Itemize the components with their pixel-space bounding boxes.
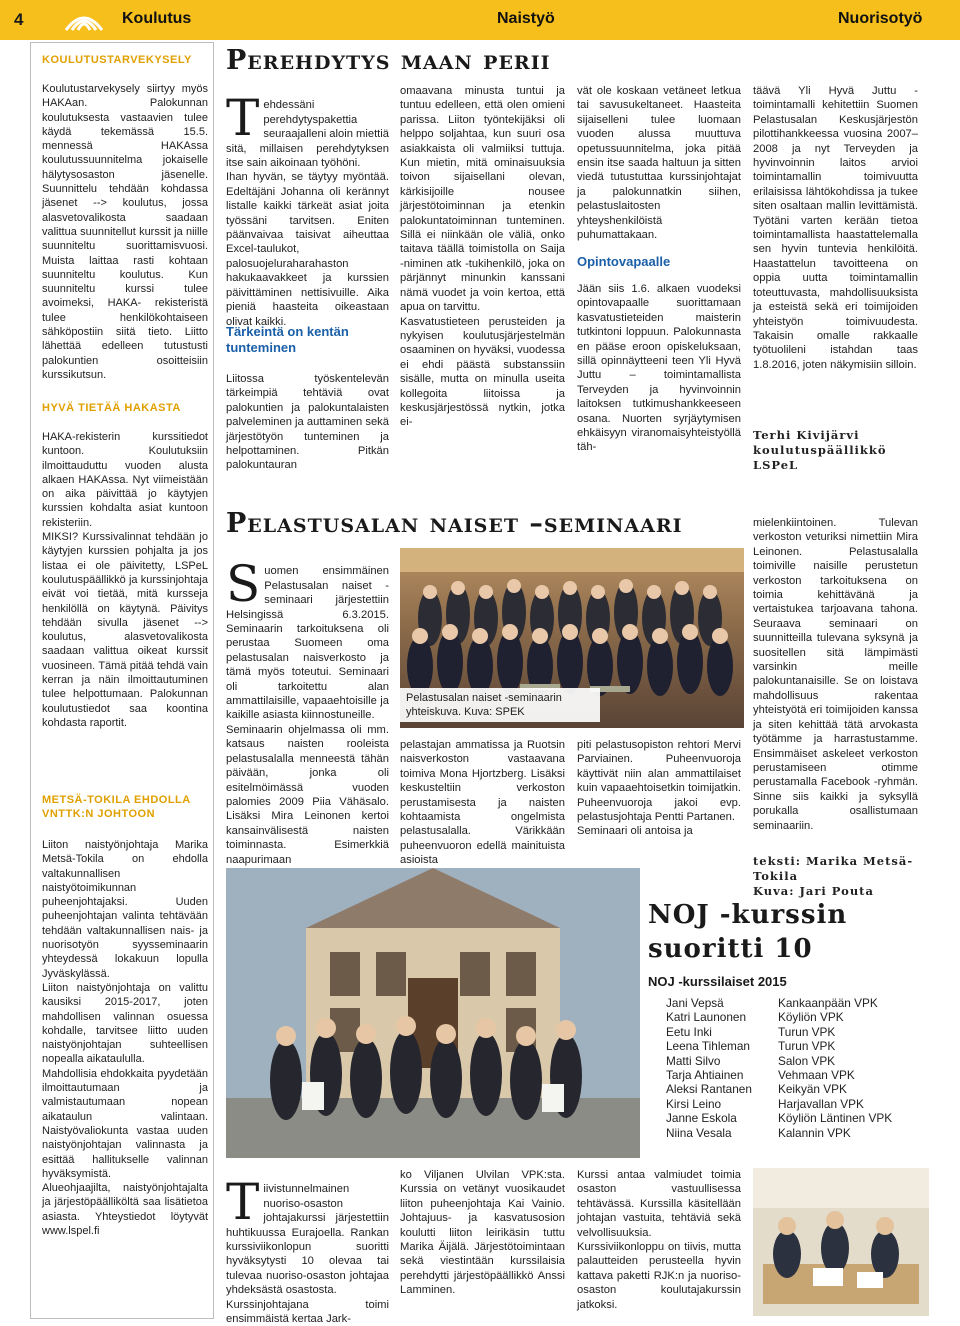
- article2-paragraph: uomen ensimmäinen Pelastusalan naiset -seminaari järjestettiin Helsingissä 6.3.2015. Seminaarin tarkoituksena oli perustaa Suomeen oma pelastusalan naisverkosto ja tämä myös toteutui. Seminaari oli tarkoitettu alan ammattilaisille, vapaaehtoisille ja kaikille asiasta kiinnostuneille. Seminaarin ohjelmassa oli mm. katsaus naisten rooleista pelastusalalla menneestä tähän päivään, jonka oli esitelmöimässä vuoden palomies 2009 Piia Vähäsalo. Lisäksi Mira Leinonen kertoi kansainvälisestä naisten toiminnasta. Esimerkkiä naapurimaan: [226, 565, 389, 866]
- noj-participant-name: Aleksi Rantanen: [666, 1082, 752, 1097]
- section-naistyo: Naistyö: [497, 10, 555, 27]
- article1-column-2: omaavana minusta tuntui ja tuntuu edelleen, että olen omieni parissa. Liiton työntekijäksi oli helppo soljahtaa, kun suuri osa asiakkaista oli valmiiksi tuttuja. Kun mietin, mitä ominaisuuksia toivon sijaisellani olevan, kärkisijoille nousee järjestötoiminnan ja etenkin palokuntatoiminnan tunteminen. Sillä ei niinkään ole väliä, onko taitava täällä toimistolla on Saija -niminen atk -tukihenkilö, joka on pärjännyt minunkin kanssani nämä vuodet ja voin kertoa, että apua on tarvittu. Kasvatustieteen perusteiden ja nykyisen koulutusjärjestelmän osaaminen on hyväksi, vuodessa ei ehdi päästä substanssiin sisälle, mutta on minulla useita kollegoita liitoissa ja keskusjärjestössä nytkin, jotka ei-: [400, 85, 565, 429]
- dropcap: T: [226, 1173, 260, 1232]
- noj-participant-name: Matti Silvo: [666, 1053, 721, 1068]
- noj-participants-heading: NOJ -kurssilaiset 2015: [648, 974, 787, 989]
- article1-column-4: täävä Yli Hyvä Juttu -toimintamalli kehitettiin Suomen Pelastusalan Keskusjärjestön pilottihankkeessa vuosina 2007–2008 ja nyt Terveyden ja hyvinvoinnin laitos arvioi toimintamallin toimivuutta erilaisissa lähtökohdissa ja tukee siten osaltaan mallin levittämistä. Työtäni varten kerään tietoa toimintamallista haastattelemalla sen hyvin tuntevia henkilöitä. Haastattelun tavoitteena on oppia uutta toimintamallin toteuttuvasta, mahdollisuuksista ja esteistä sekä eri toimijoiden yhteistyön toimivuudesta. Takaisin omalle rakkaalle työtuolileni istahdan taas 1.8.2016, joten näkymisiin silloin.: [753, 85, 918, 371]
- sidebar-text-metsa-tokila: Liiton naistyönjohtaja Marika Metsä-Tokila on ehdolla valtakunnallisen naistyötoimikunnan puheenjohtajaksi. Uuden puheenjohtajan valinta tehtävään tehdään valtakunnallisen nais- ja nuorisotyön syysseminaarin yhteydessä lokakuun lopulla Jyväskylässä. Liiton naistyönjohtaja on valittu kausiksi 2015-2017, joten mahdollisen valinnan osuessa kohdalle, tarvitsee liitto uuden naistyönjohtajan suhteellisen nopealla aikataululla. Mahdollisia ehdokkaita pyydetään ilmoittautumaan ja valmistautumaan nopean aikataulun valintaan. Naistyövaliokunta vastaa uuden naistyönjohtajan valinnasta ja esittää hallitukselle valinnan hyväksymistä. Alueohjaajilta, naistyönjohtajalta ja järjestöpäälliköltä saa lisätietoa asiasta. Yhteystiedot löytyvät www.lspel.fi: [42, 839, 208, 1238]
- article1-column-1b: Liitossa työskentelevän tärkeimpiä tehtäviä ovat palokuntien ja palokuntalaisten palveleminen ja auttaminen sekä järjestötyön tunteminen ja helpottaminen. Pitkän palokuntauran: [226, 373, 389, 472]
- noj-participant-unit: Keikyän VPK: [778, 1082, 847, 1097]
- article3-column-1: [226, 1168, 389, 1326]
- article1-paragraph: ehdessäni perehdytyspakettia seuraajalleni aloin miettiä sitä, millaisen perehdytyksen itse sain aikoinaan työhöni. Ihan hyvän, se täytyy myöntää. Edeltäjäni Johanna oli kerännyt listalle kaikki tärkeät asiat joita työssäni tarvitsen. Eniten päänvaivaa taisivat aiheuttaa Excel-taulukot, palosuojeluraharahaston hakukaavakkeet ja kurssien päivittäminen nettisivuille. Aika pieniä haasteita oikeastaan olivat kaikki.: [226, 99, 389, 328]
- article1-subheading-kentan: Tärkeintä on kentän tunteminen: [226, 324, 349, 355]
- noj-participant-name: Tarja Ahtiainen: [666, 1068, 744, 1082]
- noj-participant-name: Janne Eskola: [666, 1111, 737, 1126]
- noj-participant-name: Katri Launonen: [666, 1010, 747, 1025]
- training-photo-image: [753, 1168, 929, 1316]
- noj-participant-name: Eetu Inki: [666, 1024, 712, 1039]
- fan-logo-icon: [62, 4, 106, 34]
- page-header: [0, 0, 960, 40]
- article2-column-1: [226, 550, 389, 880]
- article2-signature: teksti: Marika Metsä-Tokila Kuva: Jari Pouta: [753, 854, 914, 898]
- article-title-perehdytys: Perehdytys maan perii: [226, 45, 551, 76]
- article3-paragraph: iivistunnelmainen nuoriso-osaston johtajakurssi järjestettiin huhtikuussa Eurajoella. Rankan kurssiviikonlopun suoritti hyväksytysti 10 olevaa tai tulevaa nuoriso-osaston johtajaa yhdeksästä osastosta. Kurssinjohtajana toimi ensimmäistä kertaa Jark-: [226, 1183, 389, 1326]
- sidebar-heading-vnttk: VNTTK:N JOHTOON: [42, 808, 156, 820]
- article1-signature: Terhi Kivijärvi koulutuspäällikkö LSPeL: [753, 428, 887, 472]
- noj-participant-unit: Köyliön VPK: [778, 1010, 844, 1025]
- article3-column-3: Kurssi antaa valmiudet toimia osaston vastuullisessa tehtävässä. Kurssilla käsitellään johtajan vastuita, tehtäviä sekä velvollisuuksia. Kurssiviikonloppu on tiivis, mutta palautteiden perusteella hyvin kattava paketti RJK:n ja nuoriso-osaston koulutajakurssin jatkoksi.: [577, 1169, 741, 1311]
- noj-participant-name: Kirsi Leino: [666, 1096, 722, 1111]
- noj-participant-unit: Kalannin VPK: [778, 1125, 851, 1140]
- sidebar-heading-metsa-tokila: METSÄ-TOKILA EHDOLLA: [42, 794, 191, 806]
- sidebar-heading-koulutustarvekysely: KOULUTUSTARVEKYSELY: [42, 54, 192, 66]
- page-number: 4: [14, 10, 24, 29]
- article3-column-2: ko Viljanen Ulvilan VPK:sta. Kurssia on vetänyt vuosikaudet liiton puheenjohtaja Kai Vainio. Johtajuus- ja kasvatusosion koulutti liiton leirikäsin tuttu Marika Äijälä. Järjestötoimintaan sekä viestintään kurssilaisia perehdytti järjestöpäällikkö Anssi Lamminen.: [400, 1169, 565, 1297]
- article1-column-3b: Jään siis 1.6. alkaen vuodeksi opintovapaalle suorittamaan kasvatustieteiden maisterin tutkintoni loppuun. Palokunnasta en pääse eroon opiskeluksaan, sillä opinnäytteeni teen Yli Hyvä Juttu – toimintamallista Terveyden ja hyvinvoinnin laitoksen tutkimushankkeeseen osana. Nuorten syrjäytymisen ehkäisyyn viranomaisyhteistyöllä täh-: [577, 283, 741, 454]
- section-koulutus: Koulutus: [122, 10, 192, 27]
- noj-participant-unit: Turun VPK: [778, 1039, 836, 1054]
- article2-column-4: mielenkiintoinen. Tulevan verkoston veturiksi nimettiin Mira Leinonen. Pelastusalalla toimiville naisille perustetun verkoston tarkoituksena on toimia kehittävänä ja vertaistukea tarjoavana tahona. Seuraava seminaari on suunnitteilla tulevana syksynä ja suositellen sitä lämpimästi varsinkin meille palokuntanaisille. Se on loistava mahdollisuus rakentaa yhteistyötä eri toimijoiden kanssa ja siten kehittää tätä arvokasta työtämme ja harrastustamme. Ensimmäiset askeleet verkoston perustamiseen otimme perustamalla Facebook -ryhmän. Sinne siis kaikki ja syksyllä porukalla osallistumaan seminaariin.: [753, 517, 918, 832]
- sidebar-heading-haka: HYVÄ TIETÄÄ HAKASTA: [42, 402, 181, 414]
- article1-column-1a: [226, 84, 389, 328]
- sidebar-text-haka: HAKA-rekisterin kurssitiedot kuntoon. Koulutuksiin ilmoittauduttu vuoden alusta alkaen HAKAssa. Nyt viimeistään on aika päivittää jo käytyjen kurssien kohdalta asiat kuntoon rekisteriin. MIKSI? Kurssivalinnat tehdään jo käytyjen kurssien pohjalta ja jos listaa ei ole päivitetty, LSPeL koulutuspäällikkö ja kurssinjohtaja eivät voi tietää, mitä kursseja henkilöllä on käytynä. Päivitys tehdään sivulla jäsenet --> koulutus, alasvetovalikosta saadaan valittua oikeat kurssit vuosineen. Tämä pitää tehdä vain kerran ja näin ilmoittautuminen tulee helpottumaan. Palokunnan koulutustiedot saa koontina kohdasta raportit.: [42, 431, 208, 729]
- sidebar-text-koulutustarvekysely: Koulutustarvekysely siirtyy myös HAKAan. Palokunnan koulutuksesta vastaavien tulee käydä tekemässä 15.5. mennessä HAKAssa koulutussuunnitelma jokaiselle hälytysosaston jäsenelle. Suunnittelu tehdään kohdassa jäsenet --> koulutus, jossa alasvetovalikosta saadaan valittua suunnitellut kurssit ja niille suunniteltu suorittamisvuosi. Muista laittaa rasti kohtaan suunniteltu koulutus. Kun suunniteltu kurssi tulee avoimeksi, HAKA- rekisteristä tulee henkilökohtaiseen sähköpostiin siitä tieto. Liitto lähettää edelleen tutustusti palokuntien osoitteisiin kurssikutsun.: [42, 83, 208, 381]
- noj-participant-unit: Köyliön Läntinen VPK: [778, 1111, 893, 1126]
- noj-course-group-photo: [226, 868, 640, 1158]
- article1-subheading-opintovapaalle: Opintovapaalle: [577, 254, 671, 269]
- noj-participant-unit: Kankaanpään VPK: [778, 996, 878, 1010]
- noj-participant-unit: Harjavallan VPK: [778, 1096, 864, 1111]
- noj-participant-unit: Turun VPK: [778, 1024, 836, 1039]
- noj-participant-unit: Salon VPK: [778, 1053, 836, 1068]
- noj-training-photo: [753, 1168, 929, 1316]
- article2-column-2: pelastajan ammatissa ja Ruotsin naisverkoston vastaavana toimiva Mona Hjortzberg. Lisäksi keskusteltiin verkoston perustamisesta ja naisten kohtaamista ongelmista pelastusalalla. Värikkään puheenvuoron edellä mainituista asioista: [400, 739, 565, 867]
- article2-column-3: piti pelastusopiston rehtori Mervi Parviainen. Puheenvuoroja käyttivät niin alan ammattilaiset kuin vapaaehtoisetkin toimijatkin. Puheenvuoroja jakoi evp. pelastusjohtaja Pentti Partanen. Seminaari oli antoisa ja: [577, 739, 741, 838]
- article-title-noj-kurssi: NOJ -kurssin suoritti 10: [648, 900, 848, 964]
- article1-column-3a: vät ole koskaan vetäneet letkua tai savusukeltaneet. Haasteita sijaiselleni tulee luomaan vuoden alussa muuttuva opetussuunnitelma, joka pitää ensin itse saada haltuun ja sitten viedä tutustuttaa kurssinjohtajat ja palokunnatkin siihen, pelastuslaitosten yhteyshenkilöistä puhumattakaan.: [577, 85, 741, 242]
- noj-participant-name: Leena Tihleman: [666, 1039, 750, 1054]
- dropcap: T: [226, 89, 260, 148]
- noj-photo-image: [226, 868, 640, 1158]
- section-nuorisotyo: Nuorisotyö: [838, 10, 923, 27]
- noj-participant-unit: Vehmaan VPK: [778, 1068, 855, 1082]
- noj-participant-name: Niina Vesala: [666, 1125, 732, 1140]
- seminar-photo-caption: Pelastusalan naiset -seminaarin yhteiskuva. Kuva: SPEK: [400, 688, 600, 722]
- noj-participant-name: Jani Vepsä: [666, 996, 724, 1010]
- dropcap: S: [226, 555, 261, 614]
- article-title-pelastusalan-naiset: Pelastusalan naiset –seminaari: [226, 508, 683, 539]
